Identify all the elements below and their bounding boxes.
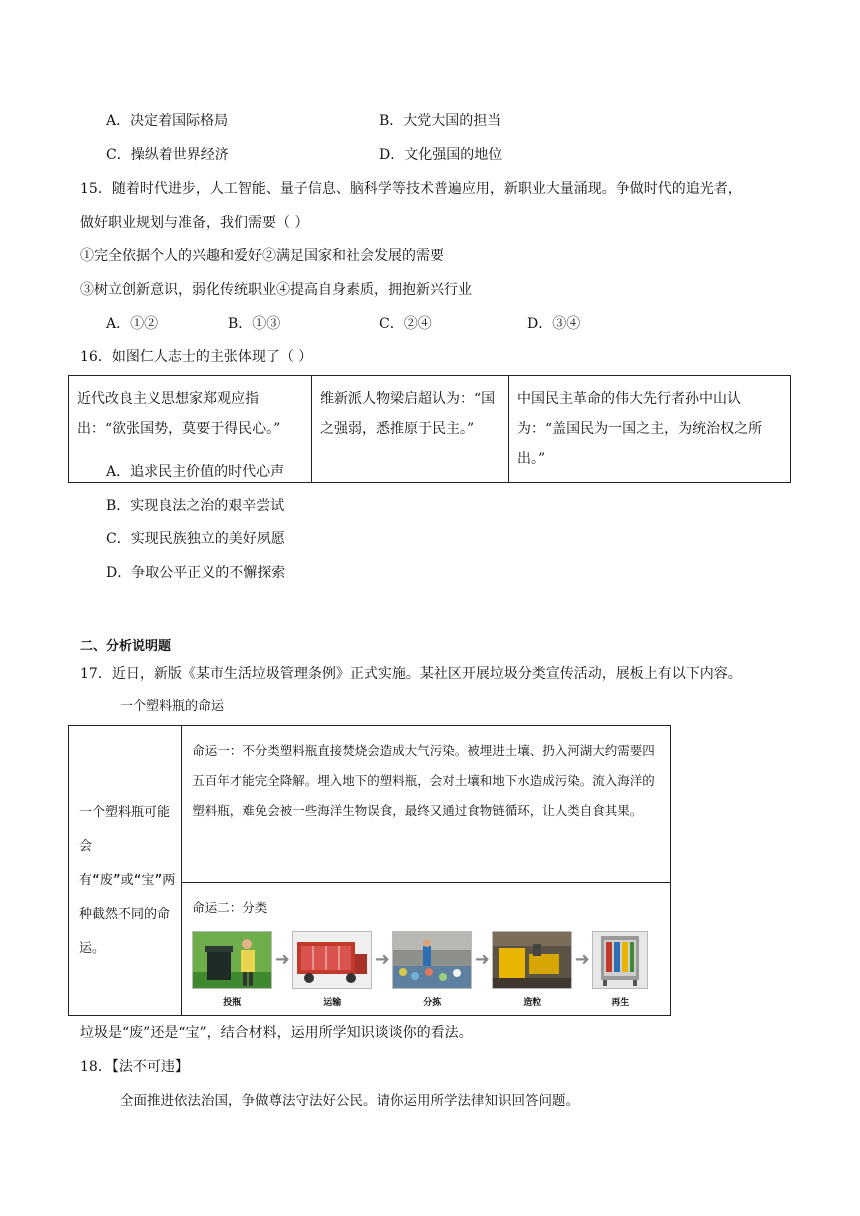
q16-quote-liang: 维新派人物梁启超认为：“国之强弱，悉推原于民主。” (312, 376, 509, 483)
q15-stem-line1: 15．随着时代进步，人工智能、量子信息、脑科学等技术普遍应用，新职业大量涌现。争做时代的追光者， (80, 181, 742, 197)
q15-stem-line2: 做好职业规划与准备，我们需要（ ） (80, 215, 309, 231)
step-caption: 投瓶 (223, 998, 242, 1008)
q17-fate2-title: 命运二：分类 (192, 900, 268, 915)
step-caption: 再生 (611, 998, 630, 1008)
q16-option-b: B．实现良法之治的艰辛尝试 (106, 498, 285, 514)
q18-title: 18．【法不可违】 (80, 1059, 189, 1075)
arrow-right-icon: ➜ (574, 948, 590, 970)
step-transport (292, 931, 372, 1008)
q18-intro: 全面推进依法治国，争做尊法守法好公民。请你运用所学法律知识回答问题。 (120, 1093, 579, 1109)
q17-question: 垃圾是“废”还是“宝”，结合材料，运用所学知识谈谈你的看法。 (80, 1025, 473, 1041)
arrow-right-icon: ➜ (474, 948, 490, 970)
step-caption: 造粒 (523, 998, 542, 1008)
q17-stem: 17．近日，新版《某市生活垃圾管理条例》正式实施。某社区开展垃圾分类宣传活动，展板上有以下内容。 (80, 666, 742, 682)
shelf-photo-icon (592, 931, 648, 989)
arrow-right-icon: ➜ (374, 948, 390, 970)
q16-option-d: D．争取公平正义的不懈探索 (106, 565, 286, 581)
section-title: 二、分析说明题 (80, 639, 172, 654)
arrow-right-icon: ➜ (274, 948, 290, 970)
step-sort (392, 931, 472, 1008)
q15-items-line1: ①完全依据个人的兴趣和爱好②满足国家和社会发展的需要 (80, 248, 444, 264)
q17-board-title: 一个塑料瓶的命运 (120, 699, 225, 714)
person-bin-photo-icon (192, 931, 272, 989)
q15-option-c: C．②④ (379, 316, 432, 332)
q14-option-a: A．决定着国际格局 (106, 113, 229, 129)
step-recycle (592, 931, 648, 1008)
sorting-line-photo-icon (392, 931, 472, 989)
q15-items-line2: ③树立创新意识，弱化传统职业④提高自身素质，拥抱新兴行业 (80, 282, 472, 298)
q16-quote-sun: 中国民主革命的伟大先行者孙中山认为：“盖国民为一国之主，为统治权之所出。” (509, 376, 791, 483)
q14-option-c: C．操纵着世界经济 (106, 147, 229, 163)
step-throw (192, 931, 272, 1008)
q17-fate2-cell (182, 883, 671, 1016)
q17-fate1: 命运一：不分类塑料瓶直接焚烧会造成大气污染。被埋进土壤、扔入河湖大约需要四五百年才能完全降解。埋入地下的塑料瓶，会对土壤和地下水造成污染。流入海洋的塑料瓶，难免会被一些海洋生物误食，最终又通过食物链循环，让人类自食其果。 (182, 726, 671, 883)
q15-option-b: B．①③ (228, 316, 281, 332)
q16-option-c: C．实现民族独立的美好夙愿 (106, 531, 285, 547)
q16-option-a: A．追求民主价值的时代心声 (106, 464, 285, 480)
step-caption: 分拣 (423, 998, 442, 1008)
truck-photo-icon (292, 931, 372, 989)
q16-stem: 16．如图仁人志士的主张体现了（ ） (80, 349, 313, 365)
granulator-photo-icon (492, 931, 572, 989)
q14-option-d: D．文化强国的地位 (379, 147, 503, 163)
q14-option-b: B．大党大国的担当 (379, 113, 502, 129)
q16-quote-zheng: 近代改良主义思想家郑观应指出：“欲张国势，莫要于得民心。” (69, 376, 312, 483)
q17-board-table (68, 725, 671, 1016)
q17-process-strip (192, 931, 662, 1008)
step-caption: 运输 (323, 998, 342, 1008)
q17-left-cell: 一个塑料瓶可能会有“废”或“宝”两种截然不同的命运。 (69, 726, 182, 1016)
q15-option-a: A．①② (106, 316, 159, 332)
step-granulate (492, 931, 572, 1008)
q15-option-d: D．③④ (527, 316, 581, 332)
